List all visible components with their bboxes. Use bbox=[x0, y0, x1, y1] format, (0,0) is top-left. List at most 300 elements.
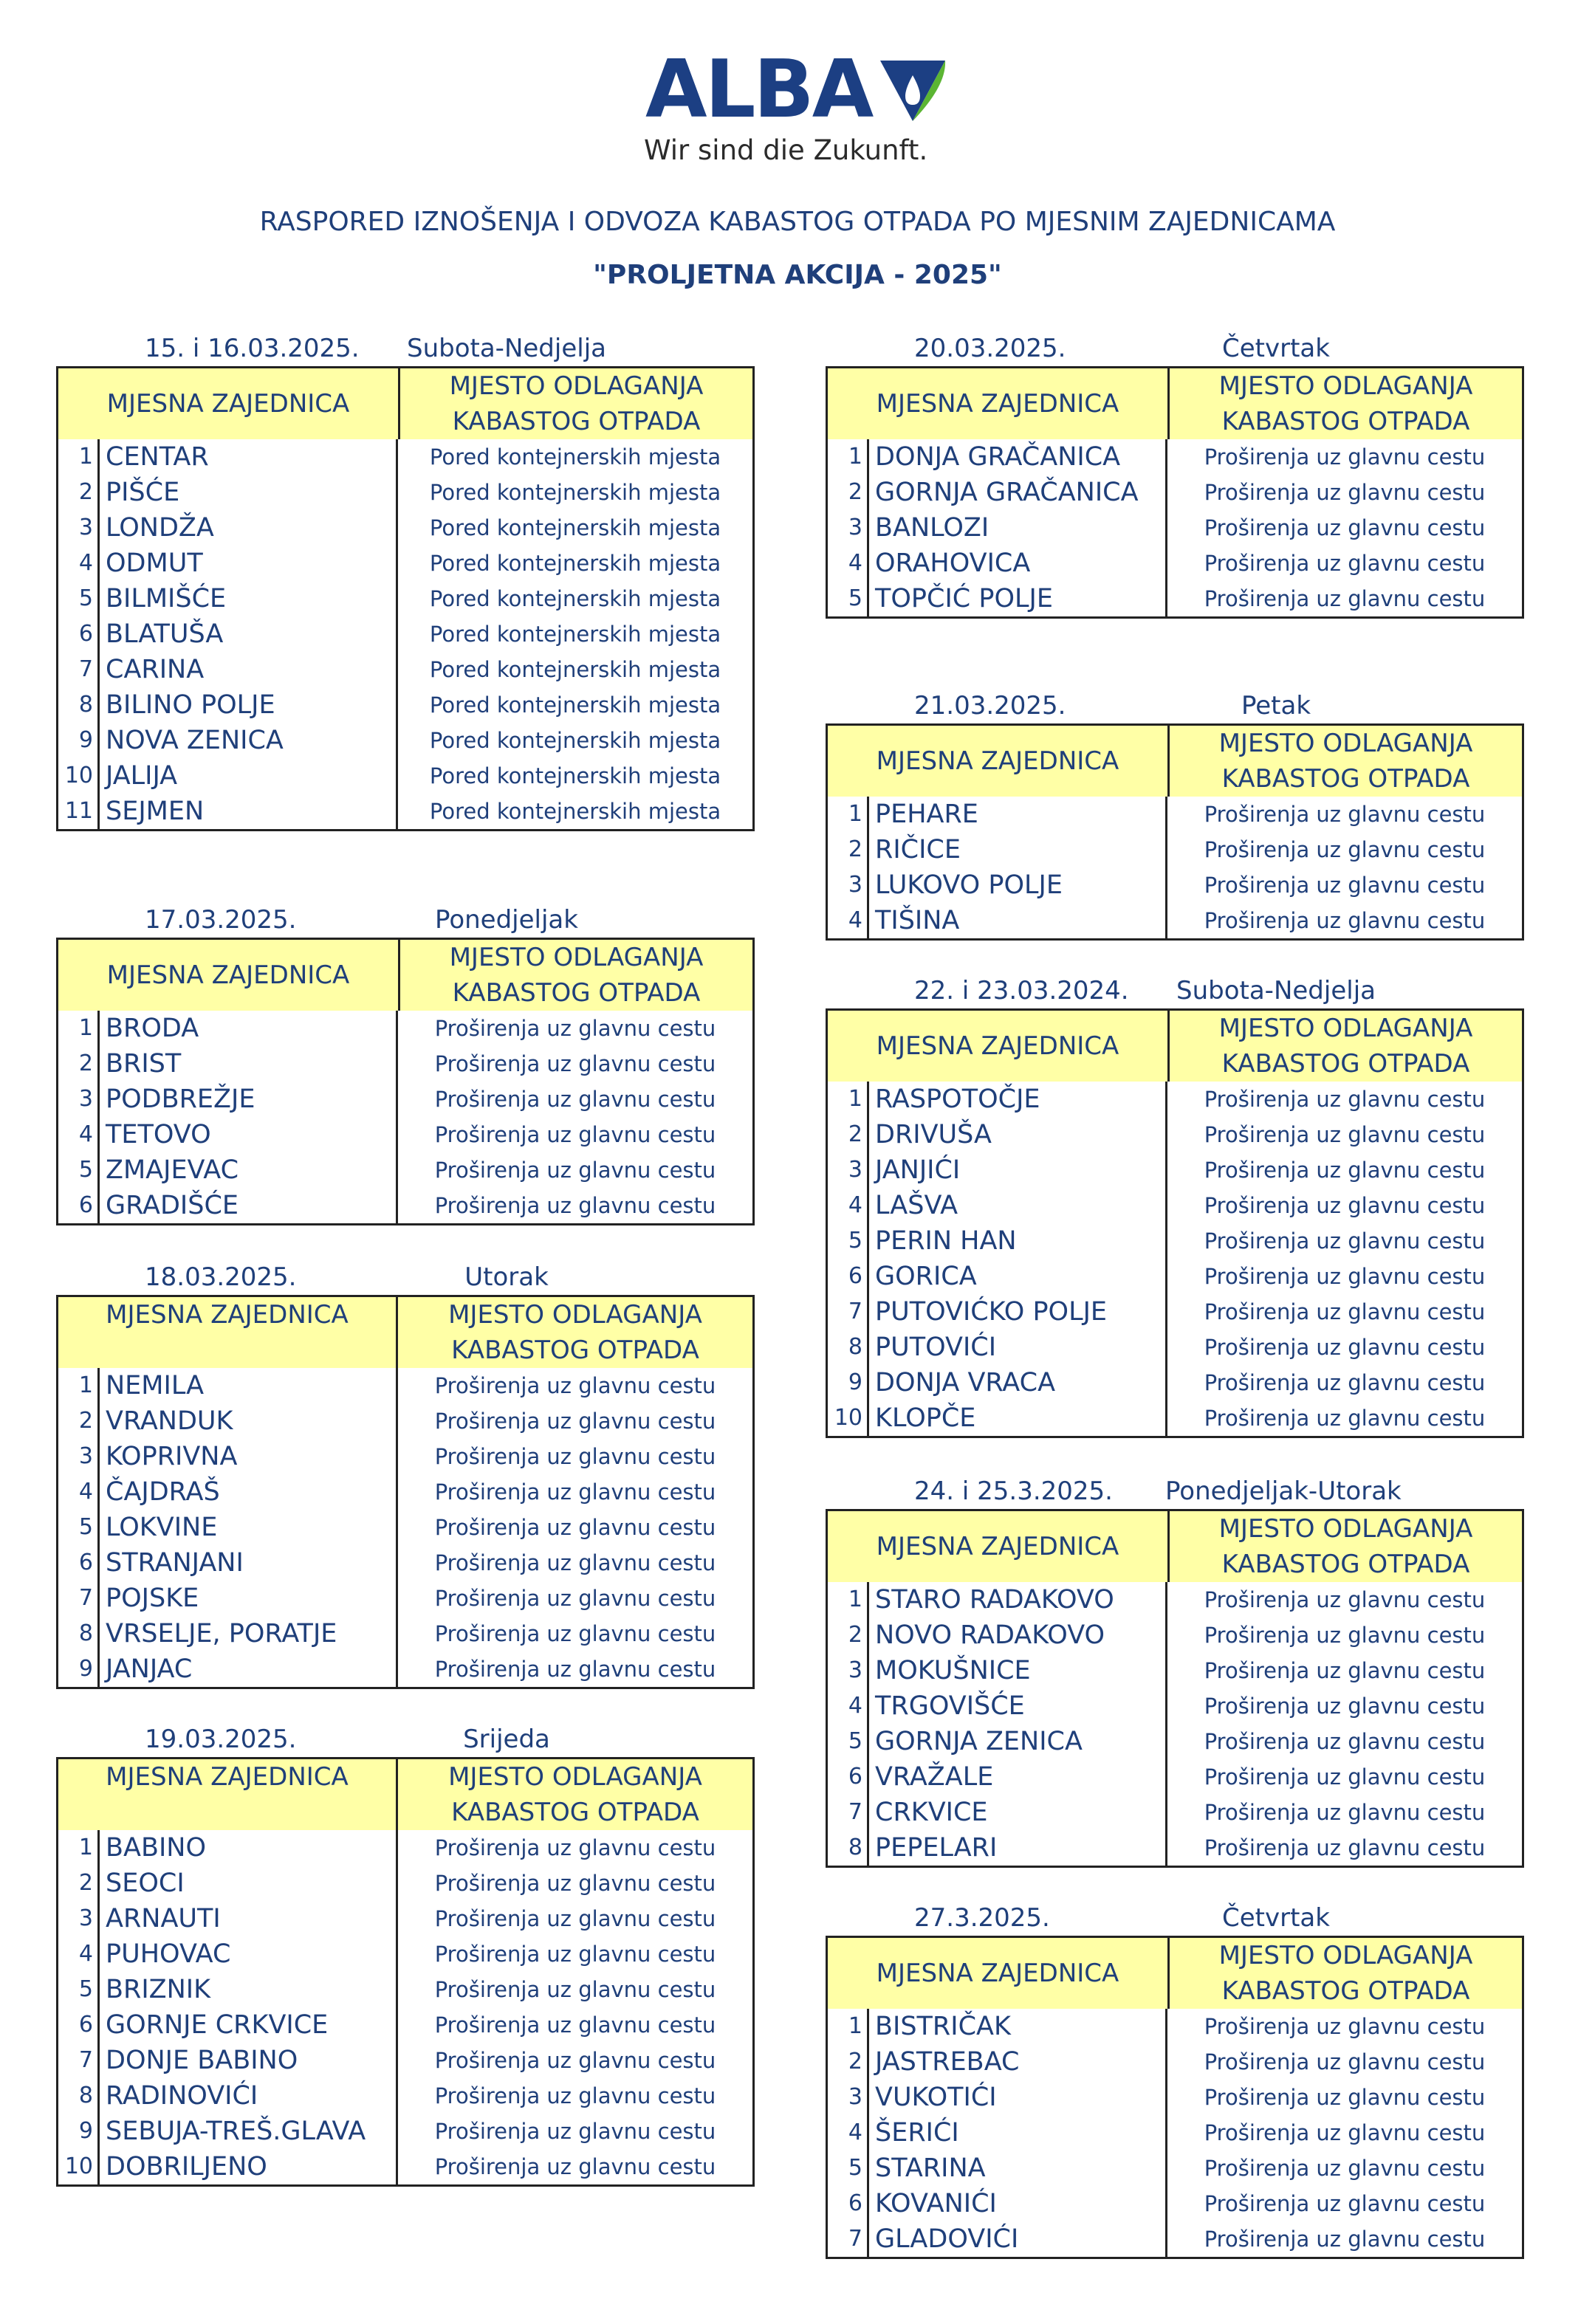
community-name: GORNJA GRAČANICA bbox=[869, 475, 1167, 510]
schedule-date: 20.03.2025. bbox=[914, 334, 1066, 363]
disposal-place: Proširenja uz glavnu cestu bbox=[1204, 1264, 1486, 1289]
table-row bbox=[828, 2221, 1522, 2257]
table-row bbox=[828, 2009, 1522, 2044]
row-number: 5 bbox=[828, 581, 869, 616]
disposal-place: Proširenja uz glavnu cestu bbox=[434, 1871, 716, 1896]
column-header-place bbox=[398, 1759, 752, 1830]
table-row bbox=[58, 1152, 752, 1188]
row-number: 8 bbox=[58, 687, 100, 723]
disposal-place: Pored kontejnerskih mjesta bbox=[429, 551, 721, 576]
schedule-block bbox=[826, 1900, 1524, 2259]
disposal-place: Proširenja uz glavnu cestu bbox=[1204, 2156, 1486, 2181]
community-name: DONJA VRACA bbox=[869, 1365, 1167, 1400]
row-number: 6 bbox=[58, 1545, 100, 1581]
disposal-place: Proširenja uz glavnu cestu bbox=[434, 1621, 716, 1646]
table-header bbox=[58, 1759, 752, 1830]
schedule-table bbox=[56, 1757, 755, 2187]
community-name: BILMIŠĆE bbox=[100, 581, 398, 616]
disposal-place: Proširenja uz glavnu cestu bbox=[1204, 1299, 1486, 1324]
disposal-place: Proširenja uz glavnu cestu bbox=[1204, 1800, 1486, 1825]
community-name: PIŠĆE bbox=[100, 475, 398, 510]
disposal-place: Proširenja uz glavnu cestu bbox=[434, 1193, 716, 1218]
column-header-community: MJESNA ZAJEDNICA bbox=[828, 1938, 1170, 2009]
row-number: 1 bbox=[828, 439, 869, 475]
column-header-community: MJESNA ZAJEDNICA bbox=[58, 368, 400, 439]
table-row bbox=[828, 1294, 1522, 1330]
table-row bbox=[828, 510, 1522, 546]
community-name: TETOVO bbox=[100, 1117, 398, 1152]
disposal-place: Pored kontejnerskih mjesta bbox=[429, 763, 721, 788]
community-name: PUHOVAC bbox=[100, 1936, 398, 1972]
community-name: TIŠINA bbox=[869, 903, 1167, 938]
table-row bbox=[58, 1082, 752, 1117]
disposal-place: Pored kontejnerskih mjesta bbox=[429, 799, 721, 824]
row-number: 2 bbox=[828, 1617, 869, 1653]
schedule-date: 15. i 16.03.2025. bbox=[145, 334, 360, 363]
community-name: NEMILA bbox=[100, 1368, 398, 1403]
table-row bbox=[58, 2043, 752, 2078]
table-row bbox=[828, 2115, 1522, 2151]
disposal-place: Pored kontejnerskih mjesta bbox=[429, 444, 721, 470]
row-number: 4 bbox=[828, 2115, 869, 2151]
disposal-place: Proširenja uz glavnu cestu bbox=[1204, 2049, 1486, 2074]
community-name: STRANJANI bbox=[100, 1545, 398, 1581]
disposal-place: Proširenja uz glavnu cestu bbox=[1204, 1335, 1486, 1360]
table-row bbox=[58, 687, 752, 723]
column-header-place-line2: KABASTOG OTPADA bbox=[1221, 764, 1470, 794]
table-row bbox=[828, 1259, 1522, 1294]
community-name: CRKVICE bbox=[869, 1795, 1167, 1830]
disposal-place: Proširenja uz glavnu cestu bbox=[1204, 2227, 1486, 2252]
disposal-place: Proširenja uz glavnu cestu bbox=[1204, 1158, 1486, 1183]
table-row bbox=[828, 1117, 1522, 1152]
row-number: 5 bbox=[828, 2151, 869, 2186]
table-row bbox=[828, 1330, 1522, 1365]
table-row bbox=[58, 1403, 752, 1439]
row-number: 2 bbox=[58, 1866, 100, 1901]
table-row bbox=[828, 546, 1522, 581]
community-name: DOBRILJENO bbox=[100, 2149, 398, 2184]
row-number: 5 bbox=[58, 1152, 100, 1188]
table-row bbox=[58, 2007, 752, 2043]
row-number: 3 bbox=[58, 510, 100, 546]
column-header-place bbox=[1170, 1938, 1522, 2009]
row-number: 3 bbox=[828, 867, 869, 903]
schedule-day: Subota-Nedjelja bbox=[407, 334, 606, 363]
table-row bbox=[58, 546, 752, 581]
community-name: VUKOTIĆI bbox=[869, 2080, 1167, 2115]
community-name: PEPELARI bbox=[869, 1830, 1167, 1866]
row-number: 11 bbox=[58, 794, 100, 829]
community-name: RIČICE bbox=[869, 832, 1167, 867]
row-number: 1 bbox=[58, 1011, 100, 1046]
schedule-date: 27.3.2025. bbox=[914, 1903, 1050, 1933]
community-name: CARINA bbox=[100, 652, 398, 687]
schedule-date: 22. i 23.03.2024. bbox=[914, 976, 1129, 1005]
row-number: 2 bbox=[828, 1117, 869, 1152]
row-number: 7 bbox=[828, 1294, 869, 1330]
row-number: 4 bbox=[58, 1474, 100, 1510]
disposal-place: Proširenja uz glavnu cestu bbox=[1204, 1694, 1486, 1719]
schedule-day: Subota-Nedjelja bbox=[1176, 976, 1376, 1005]
row-number: 8 bbox=[828, 1830, 869, 1866]
row-number: 3 bbox=[828, 510, 869, 546]
table-row bbox=[828, 1082, 1522, 1117]
community-name: GLADOVIĆI bbox=[869, 2221, 1167, 2257]
row-number: 9 bbox=[58, 723, 100, 758]
column-header-place bbox=[1170, 1011, 1522, 1082]
community-name: JANJAC bbox=[100, 1651, 398, 1687]
row-number: 8 bbox=[58, 1616, 100, 1651]
community-name: RADINOVIĆI bbox=[100, 2078, 398, 2114]
disposal-place: Proširenja uz glavnu cestu bbox=[434, 1977, 716, 2002]
disposal-place: Proširenja uz glavnu cestu bbox=[434, 1586, 716, 1611]
schedule-date-line bbox=[826, 1900, 1524, 1936]
table-row bbox=[58, 1936, 752, 1972]
schedule-date: 18.03.2025. bbox=[145, 1262, 297, 1292]
row-number: 3 bbox=[828, 1653, 869, 1688]
community-name: LONDŽA bbox=[100, 510, 398, 546]
row-number: 7 bbox=[58, 2043, 100, 2078]
community-name: NOVA ZENICA bbox=[100, 723, 398, 758]
community-name: PODBREŽJE bbox=[100, 1082, 398, 1117]
disposal-place: Proširenja uz glavnu cestu bbox=[434, 2154, 716, 2179]
row-number: 1 bbox=[58, 1830, 100, 1866]
alba-shield-drop-icon bbox=[876, 56, 950, 123]
schedule-day: Četvrtak bbox=[1222, 334, 1330, 363]
table-row bbox=[58, 1830, 752, 1866]
column-header-place-line1: MJESTO ODLAGANJA bbox=[1218, 729, 1473, 758]
row-number: 3 bbox=[828, 2080, 869, 2115]
disposal-place: Pored kontejnerskih mjesta bbox=[429, 515, 721, 540]
table-header bbox=[828, 726, 1522, 797]
row-number: 5 bbox=[828, 1724, 869, 1759]
schedule-table bbox=[56, 366, 755, 831]
row-number: 4 bbox=[828, 1688, 869, 1724]
community-name: KOPRIVNA bbox=[100, 1439, 398, 1474]
row-number: 4 bbox=[58, 546, 100, 581]
community-name: BRODA bbox=[100, 1011, 398, 1046]
disposal-place: Proširenja uz glavnu cestu bbox=[1204, 515, 1486, 540]
schedule-day: Ponedjeljak-Utorak bbox=[1165, 1476, 1402, 1506]
community-name: RASPOTOČJE bbox=[869, 1082, 1167, 1117]
disposal-place: Proširenja uz glavnu cestu bbox=[1204, 1370, 1486, 1395]
disposal-place: Proširenja uz glavnu cestu bbox=[1204, 802, 1486, 827]
community-name: TOPČIĆ POLJE bbox=[869, 581, 1167, 616]
schedule-block bbox=[56, 902, 755, 1225]
table-row bbox=[828, 2044, 1522, 2080]
schedule-date-line bbox=[826, 331, 1524, 366]
column-header-community: MJESNA ZAJEDNICA bbox=[828, 368, 1170, 439]
row-number: 9 bbox=[58, 2114, 100, 2149]
disposal-place: Proširenja uz glavnu cestu bbox=[434, 1016, 716, 1041]
table-row bbox=[58, 616, 752, 652]
table-row bbox=[58, 1188, 752, 1223]
row-number: 5 bbox=[58, 581, 100, 616]
schedule-day: Utorak bbox=[464, 1262, 549, 1292]
disposal-place: Proširenja uz glavnu cestu bbox=[434, 1835, 716, 1860]
row-number: 9 bbox=[58, 1651, 100, 1687]
table-row bbox=[58, 1651, 752, 1687]
table-row bbox=[828, 797, 1522, 832]
column-header-place-line1: MJESTO ODLAGANJA bbox=[448, 1300, 702, 1330]
table-row bbox=[58, 1439, 752, 1474]
community-name: LUKOVO POLJE bbox=[869, 867, 1167, 903]
community-name: STARO RADAKOVO bbox=[869, 1582, 1167, 1617]
column-header-place bbox=[400, 940, 752, 1011]
community-name: ZMAJEVAC bbox=[100, 1152, 398, 1188]
disposal-place: Proširenja uz glavnu cestu bbox=[434, 1087, 716, 1112]
table-row bbox=[828, 1759, 1522, 1795]
disposal-place: Pored kontejnerskih mjesta bbox=[429, 728, 721, 753]
community-name: SEJMEN bbox=[100, 794, 398, 829]
disposal-place: Proširenja uz glavnu cestu bbox=[1204, 1087, 1486, 1112]
community-name: GORICA bbox=[869, 1259, 1167, 1294]
community-name: SEOCI bbox=[100, 1866, 398, 1901]
table-row bbox=[828, 1400, 1522, 1436]
disposal-place: Proširenja uz glavnu cestu bbox=[1204, 480, 1486, 505]
schedule-date-line bbox=[56, 331, 755, 366]
column-header-place bbox=[1170, 368, 1522, 439]
community-name: ARNAUTI bbox=[100, 1901, 398, 1936]
disposal-place: Proširenja uz glavnu cestu bbox=[434, 1373, 716, 1398]
schedule-date-line bbox=[826, 1474, 1524, 1509]
table-row bbox=[828, 1188, 1522, 1223]
disposal-place: Proširenja uz glavnu cestu bbox=[1204, 1764, 1486, 1790]
table-row bbox=[58, 723, 752, 758]
document-subtitle: "PROLJETNA AKCIJA - 2025" bbox=[593, 260, 1002, 290]
disposal-place: Proširenja uz glavnu cestu bbox=[1204, 2085, 1486, 2110]
schedule-block bbox=[56, 1259, 755, 1689]
community-name: GRADIŠĆE bbox=[100, 1188, 398, 1223]
disposal-place: Proširenja uz glavnu cestu bbox=[1204, 1122, 1486, 1147]
row-number: 2 bbox=[828, 832, 869, 867]
table-row bbox=[828, 903, 1522, 938]
column-header-place bbox=[398, 1297, 752, 1368]
community-name: LAŠVA bbox=[869, 1188, 1167, 1223]
table-row bbox=[58, 1616, 752, 1651]
table-row bbox=[58, 2149, 752, 2184]
row-number: 10 bbox=[828, 1400, 869, 1436]
disposal-place: Proširenja uz glavnu cestu bbox=[1204, 444, 1486, 470]
schedule-day: Ponedjeljak bbox=[435, 905, 578, 935]
row-number: 10 bbox=[58, 2149, 100, 2184]
community-name: JANJIĆI bbox=[869, 1152, 1167, 1188]
table-row bbox=[828, 2080, 1522, 2115]
disposal-place: Proširenja uz glavnu cestu bbox=[1204, 908, 1486, 933]
table-row bbox=[828, 867, 1522, 903]
table-row bbox=[58, 581, 752, 616]
table-row bbox=[828, 832, 1522, 867]
table-row bbox=[58, 475, 752, 510]
disposal-place: Proširenja uz glavnu cestu bbox=[434, 1942, 716, 1967]
schedule-day: Srijeda bbox=[463, 1725, 550, 1754]
community-name: PERIN HAN bbox=[869, 1223, 1167, 1259]
table-row bbox=[828, 439, 1522, 475]
column-header-place-line2: KABASTOG OTPADA bbox=[1221, 1049, 1470, 1079]
community-name: PEHARE bbox=[869, 797, 1167, 832]
community-name: BRIZNIK bbox=[100, 1972, 398, 2007]
schedule-date-line bbox=[56, 902, 755, 938]
column-header-community: MJESNA ZAJEDNICA bbox=[828, 726, 1170, 797]
table-row bbox=[58, 439, 752, 475]
disposal-place: Proširenja uz glavnu cestu bbox=[1204, 837, 1486, 862]
column-header-community: MJESNA ZAJEDNICA bbox=[58, 1297, 398, 1368]
row-number: 9 bbox=[828, 1365, 869, 1400]
schedule-date-line bbox=[56, 1259, 755, 1295]
column-header-place bbox=[400, 368, 752, 439]
column-header-place-line2: KABASTOG OTPADA bbox=[452, 978, 701, 1008]
community-name: PUTOVIĆKO POLJE bbox=[869, 1294, 1167, 1330]
column-header-community: MJESNA ZAJEDNICA bbox=[58, 1759, 398, 1830]
community-name: JASTREBAC bbox=[869, 2044, 1167, 2080]
community-name: ČAJDRAŠ bbox=[100, 1474, 398, 1510]
table-row bbox=[58, 794, 752, 829]
table-row bbox=[58, 1545, 752, 1581]
community-name: BILINO POLJE bbox=[100, 687, 398, 723]
community-name: DONJE BABINO bbox=[100, 2043, 398, 2078]
schedule-block bbox=[826, 1474, 1524, 1868]
disposal-place: Proširenja uz glavnu cestu bbox=[434, 1550, 716, 1575]
schedule-date-line bbox=[56, 1722, 755, 1757]
table-row bbox=[58, 2078, 752, 2114]
disposal-place: Proširenja uz glavnu cestu bbox=[434, 1515, 716, 1540]
schedule-date-line bbox=[826, 688, 1524, 723]
community-name: ODMUT bbox=[100, 546, 398, 581]
document-title: RASPORED IZNOŠENJA I ODVOZA KABASTOG OTPADA PO MJESNIM ZAJEDNICAMA bbox=[259, 207, 1336, 237]
column-header-place-line2: KABASTOG OTPADA bbox=[1221, 1976, 1470, 2006]
column-header-place bbox=[1170, 726, 1522, 797]
schedule-date: 17.03.2025. bbox=[145, 905, 297, 935]
row-number: 1 bbox=[828, 2009, 869, 2044]
disposal-place: Proširenja uz glavnu cestu bbox=[1204, 1623, 1486, 1648]
disposal-place: Proširenja uz glavnu cestu bbox=[1204, 1228, 1486, 1254]
schedule-date: 21.03.2025. bbox=[914, 691, 1066, 721]
logo-wordmark: ALBA bbox=[645, 44, 872, 136]
disposal-place: Proširenja uz glavnu cestu bbox=[1204, 2014, 1486, 2039]
schedule-table bbox=[826, 1509, 1524, 1868]
table-row bbox=[828, 581, 1522, 616]
table-header bbox=[828, 1011, 1522, 1082]
table-row bbox=[58, 1901, 752, 1936]
table-row bbox=[828, 1830, 1522, 1866]
disposal-place: Pored kontejnerskih mjesta bbox=[429, 480, 721, 505]
disposal-place: Proširenja uz glavnu cestu bbox=[434, 1409, 716, 1434]
disposal-place: Proširenja uz glavnu cestu bbox=[1204, 873, 1486, 898]
community-name: STARINA bbox=[869, 2151, 1167, 2186]
table-row bbox=[58, 652, 752, 687]
row-number: 5 bbox=[58, 1510, 100, 1545]
disposal-place: Pored kontejnerskih mjesta bbox=[429, 657, 721, 682]
schedule-block bbox=[826, 331, 1524, 619]
community-name: ŠERIĆI bbox=[869, 2115, 1167, 2151]
column-header-place-line2: KABASTOG OTPADA bbox=[451, 1798, 699, 1827]
row-number: 2 bbox=[58, 1046, 100, 1082]
community-name: BISTRIČAK bbox=[869, 2009, 1167, 2044]
disposal-place: Proširenja uz glavnu cestu bbox=[434, 1122, 716, 1147]
schedule-date: 19.03.2025. bbox=[145, 1725, 297, 1754]
community-name: POJSKE bbox=[100, 1581, 398, 1616]
table-row bbox=[58, 1117, 752, 1152]
row-number: 7 bbox=[58, 1581, 100, 1616]
disposal-place: Proširenja uz glavnu cestu bbox=[1204, 1406, 1486, 1431]
schedule-table bbox=[826, 723, 1524, 941]
disposal-place: Proširenja uz glavnu cestu bbox=[1204, 2191, 1486, 2216]
row-number: 3 bbox=[58, 1439, 100, 1474]
row-number: 1 bbox=[58, 439, 100, 475]
disposal-place: Pored kontejnerskih mjesta bbox=[429, 586, 721, 611]
community-name: DRIVUŠA bbox=[869, 1117, 1167, 1152]
disposal-place: Proširenja uz glavnu cestu bbox=[434, 2119, 716, 2144]
schedule-table bbox=[56, 938, 755, 1225]
row-number: 4 bbox=[828, 1188, 869, 1223]
disposal-place: Proširenja uz glavnu cestu bbox=[434, 2048, 716, 2073]
table-row bbox=[828, 1582, 1522, 1617]
row-number: 5 bbox=[58, 1972, 100, 2007]
row-number: 6 bbox=[58, 2007, 100, 2043]
row-number: 4 bbox=[58, 1936, 100, 1972]
community-name: VRAŽALE bbox=[869, 1759, 1167, 1795]
column-header-place-line1: MJESTO ODLAGANJA bbox=[1218, 1941, 1473, 1970]
community-name: BRIST bbox=[100, 1046, 398, 1082]
row-number: 3 bbox=[58, 1082, 100, 1117]
table-header bbox=[58, 1297, 752, 1368]
row-number: 3 bbox=[828, 1152, 869, 1188]
table-header bbox=[58, 368, 752, 439]
table-row bbox=[58, 1581, 752, 1616]
column-header-place-line1: MJESTO ODLAGANJA bbox=[448, 1762, 702, 1792]
table-row bbox=[58, 510, 752, 546]
alba-logo bbox=[644, 44, 954, 167]
community-name: BABINO bbox=[100, 1830, 398, 1866]
community-name: BANLOZI bbox=[869, 510, 1167, 546]
column-header-place-line1: MJESTO ODLAGANJA bbox=[1218, 371, 1473, 401]
schedule-block bbox=[56, 1722, 755, 2187]
table-row bbox=[828, 475, 1522, 510]
row-number: 2 bbox=[58, 1403, 100, 1439]
community-name: GORNJA ZENICA bbox=[869, 1724, 1167, 1759]
community-name: NOVO RADAKOVO bbox=[869, 1617, 1167, 1653]
row-number: 2 bbox=[828, 2044, 869, 2080]
column-header-place bbox=[1170, 1511, 1522, 1582]
schedule-table bbox=[826, 1008, 1524, 1438]
row-number: 4 bbox=[58, 1117, 100, 1152]
community-name: SEBUJA-TREŠ.GLAVA bbox=[100, 2114, 398, 2149]
disposal-place: Proširenja uz glavnu cestu bbox=[434, 1906, 716, 1931]
column-header-place-line1: MJESTO ODLAGANJA bbox=[1218, 1014, 1473, 1043]
column-header-community: MJESNA ZAJEDNICA bbox=[828, 1511, 1170, 1582]
community-name: MOKUŠNICE bbox=[869, 1653, 1167, 1688]
row-number: 6 bbox=[828, 2186, 869, 2221]
column-header-place-line1: MJESTO ODLAGANJA bbox=[449, 943, 704, 972]
row-number: 6 bbox=[828, 1259, 869, 1294]
table-row bbox=[828, 1653, 1522, 1688]
table-row bbox=[58, 1510, 752, 1545]
table-row bbox=[58, 1474, 752, 1510]
community-name: CENTAR bbox=[100, 439, 398, 475]
community-name: VRANDUK bbox=[100, 1403, 398, 1439]
disposal-place: Proširenja uz glavnu cestu bbox=[1204, 2120, 1486, 2145]
table-row bbox=[58, 1972, 752, 2007]
logo-tagline: Wir sind die Zukunft. bbox=[644, 134, 928, 166]
table-header bbox=[828, 368, 1522, 439]
table-row bbox=[828, 2186, 1522, 2221]
row-number: 3 bbox=[58, 1901, 100, 1936]
schedule-date-line bbox=[826, 973, 1524, 1008]
schedule-date: 24. i 25.3.2025. bbox=[914, 1476, 1113, 1506]
column-header-place-line1: MJESTO ODLAGANJA bbox=[1218, 1514, 1473, 1544]
schedule-block bbox=[826, 973, 1524, 1438]
